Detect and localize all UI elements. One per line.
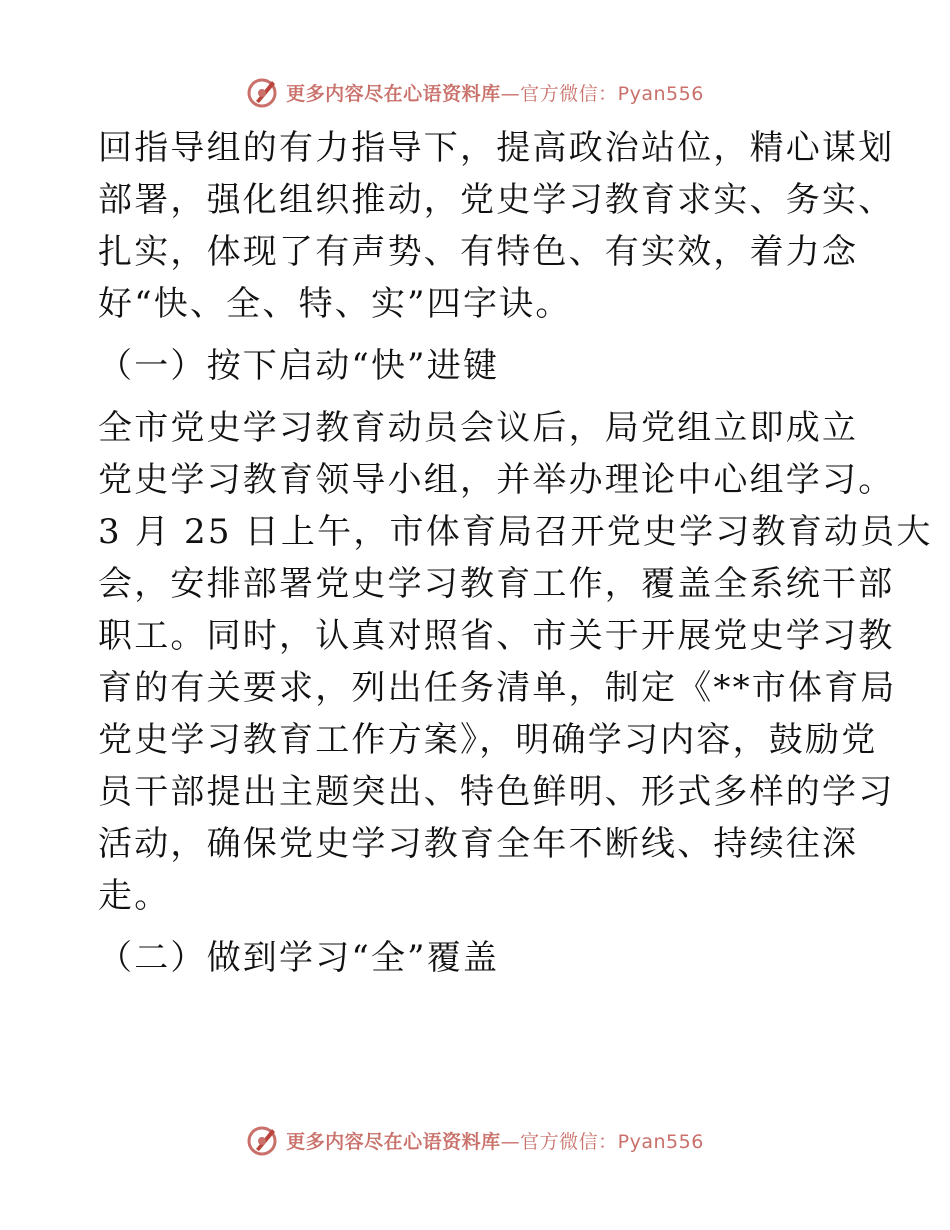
footer-watermark bbox=[0, 1120, 950, 1160]
text-line: 党史学习教育工作方案》，明确学习内容，鼓励党 bbox=[98, 720, 878, 760]
text-line: 部署，强化组织推动，党史学习教育求实、务实、 bbox=[98, 180, 895, 220]
text-line: 3 月 25 日上午，市体育局召开党史学习教育动员大 bbox=[98, 512, 933, 552]
text-line: 党史学习教育领导小组，并举办理论中心组学习。 bbox=[98, 460, 895, 500]
watermark-sub-text: —官方微信：Pyan556 bbox=[500, 1130, 704, 1153]
text-line: 回指导组的有力指导下，提高政治站位，精心谋划 bbox=[98, 128, 895, 168]
header-watermark bbox=[0, 72, 950, 112]
watermark-sub-text: —官方微信：Pyan556 bbox=[500, 82, 704, 105]
watermark-main-text: 更多内容尽在心语资料库 bbox=[286, 82, 501, 105]
section-heading-1: （一）按下启动“快”进键 bbox=[98, 346, 500, 386]
text-line: 职工。同时，认真对照省、市关于开展党史学习教 bbox=[98, 616, 895, 656]
document-body bbox=[98, 122, 933, 984]
text-line: 好“快、全、特、实”四字诀。 bbox=[98, 284, 572, 324]
text-line: 会，安排部署党史学习教育工作，覆盖全系统干部 bbox=[98, 564, 895, 604]
text-line: 走。 bbox=[98, 876, 171, 916]
text-line: 员干部提出主题突出、特色鲜明、形式多样的学习 bbox=[98, 772, 895, 812]
section-heading-2: （二）做到学习“全”覆盖 bbox=[98, 938, 500, 978]
pen-circle-logo-icon bbox=[246, 75, 280, 109]
pen-circle-logo-icon bbox=[246, 1123, 280, 1157]
text-line: 扎实，体现了有声势、有特色、有实效，着力念 bbox=[98, 232, 859, 272]
paragraph-intro bbox=[98, 122, 895, 330]
paragraph-section-1 bbox=[98, 402, 933, 922]
watermark-main-text: 更多内容尽在心语资料库 bbox=[286, 1130, 501, 1153]
text-line: 全市党史学习教育动员会议后，局党组立即成立 bbox=[98, 408, 859, 448]
text-line: 活动，确保党史学习教育全年不断线、持续往深 bbox=[98, 824, 859, 864]
text-line: 育的有关要求，列出任务清单，制定《**市体育局 bbox=[98, 668, 897, 708]
